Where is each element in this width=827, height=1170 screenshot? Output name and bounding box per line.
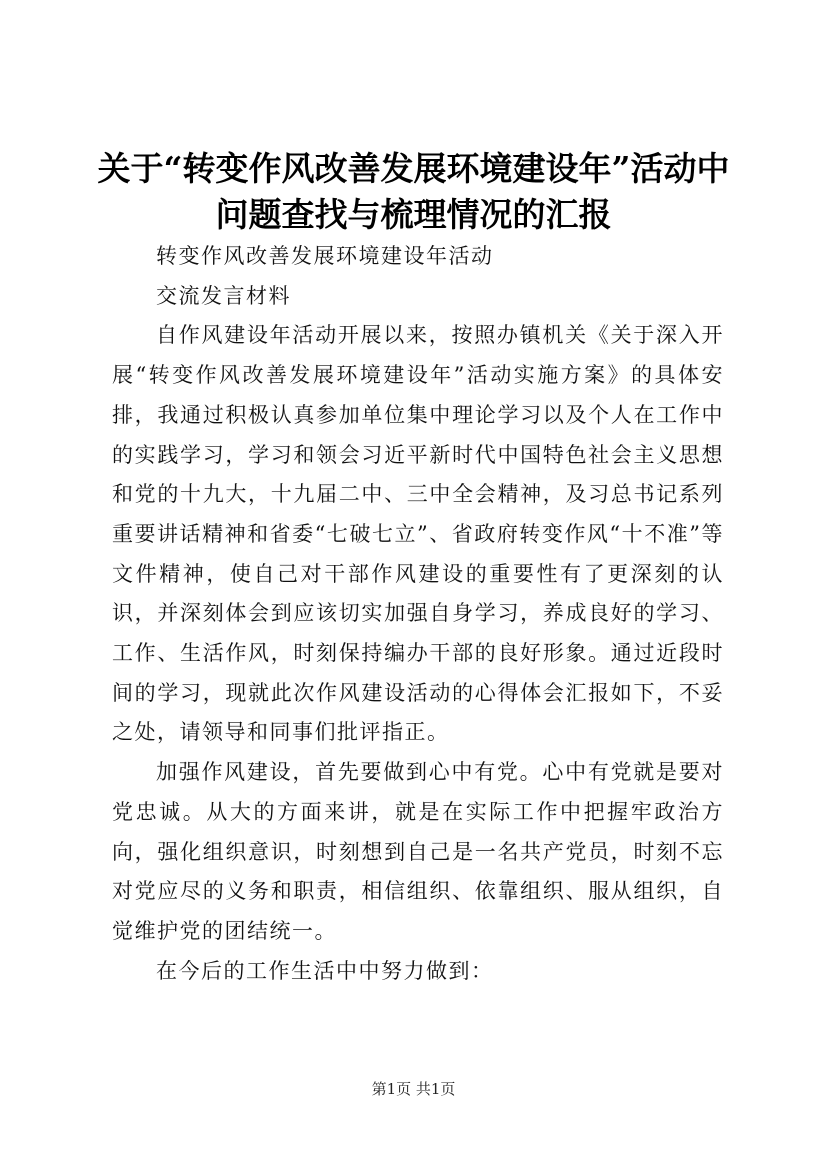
document-title-line-1: 关于“转变作风改善发展环境建设年”活动中 <box>97 149 730 188</box>
body-paragraph: 在今后的工作生活中中努力做到： <box>156 958 494 983</box>
body-paragraph: 加强作风建设，首先要做到心中有党。心中有党就是要对党忠诚。从大的方面来讲，就是在实际工作中把握牢政治方向，强化组织意识，时刻想到自己是一名共产党员，时刻不忘对党应尽的义务和职责，相信组织、依靠组织、服从组织，自觉维护党的团结统一。 <box>112 760 724 943</box>
body-paragraph: 自作风建设年活动开展以来，按照办镇机关《关于深入开展“转变作风改善发展环境建设年”活动实施方案》的具体安排，我通过积极认真参加单位集中理论学习以及个人在工作中的实践学习，学习和领会习近平新时代中国特色社会主义思想和党的十九大，十九届二中、三中全会精神，及习总书记系列重要讲话精神和省委“七破七立”、省政府转变作风“十不准”等文件精神，使自己对干部作风建设的重要性有了更深刻的认识，并深刻体会到应该切实加强自身学习，养成良好的学习、工作、生活作风，时刻保持编办干部的良好形象。通过近段时间的学习，现就此次作风建设活动的心得体会汇报如下，不妥之处，请领导和同事们批评指正。 <box>112 323 724 745</box>
document-body <box>112 237 724 991</box>
page-footer: 第1页 共1页 <box>371 1080 456 1098</box>
subtitle-line-1: 转变作风改善发展环境建设年活动 <box>156 244 494 268</box>
subtitle-line-2: 交流发言材料 <box>156 283 291 308</box>
document-title-line-2: 问题查找与梳理情况的汇报 <box>215 195 612 234</box>
